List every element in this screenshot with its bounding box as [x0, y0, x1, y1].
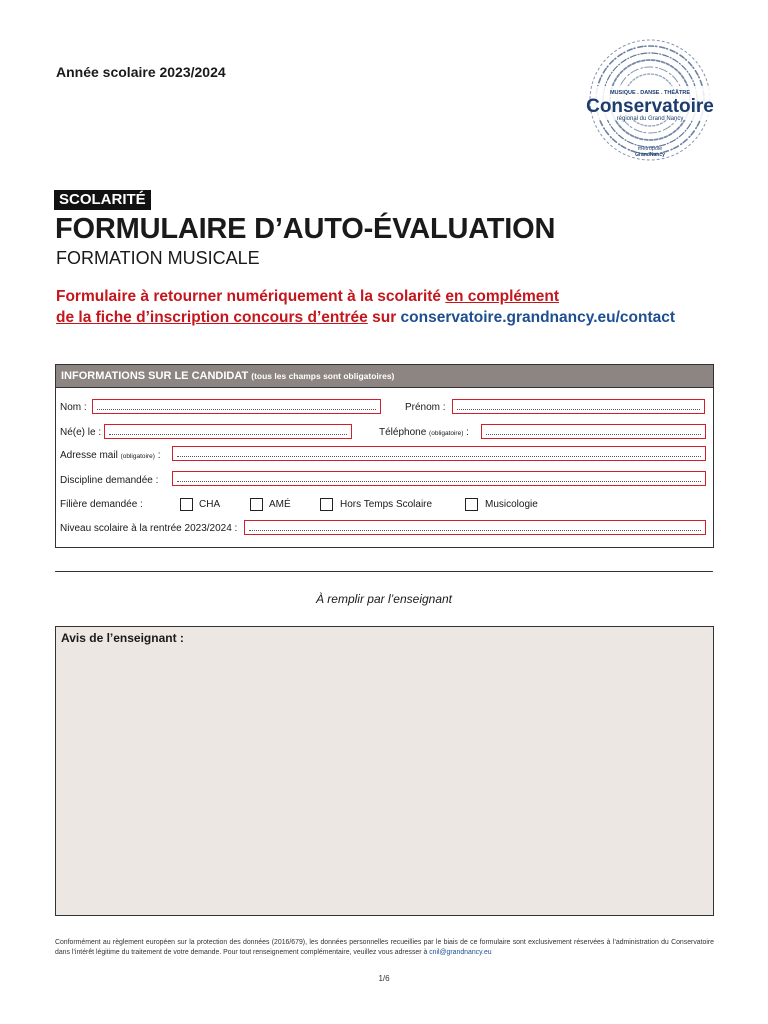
hors-temps-scolaire-label: Hors Temps Scolaire — [340, 499, 433, 510]
page-title: FORMULAIRE D’AUTO-ÉVALUATION — [55, 213, 556, 245]
discipline-field[interactable] — [172, 471, 706, 486]
niveau-field[interactable] — [244, 520, 706, 535]
prenom-field[interactable] — [452, 399, 705, 414]
section-tag: SCOLARITÉ — [54, 190, 151, 210]
svg-text:GrandNancy: GrandNancy — [635, 152, 665, 158]
school-year: Année scolaire 2023/2024 — [56, 64, 226, 80]
candidate-info-header — [56, 365, 713, 388]
hors-temps-scolaire-checkbox[interactable] — [320, 498, 333, 511]
nom-field[interactable] — [92, 399, 381, 414]
notice-text-2: sur — [367, 309, 401, 326]
page-number: 1/6 — [378, 974, 390, 983]
musicologie-label: Musicologie — [485, 499, 538, 510]
nom-label: Nom : — [60, 402, 87, 413]
birthdate-label: Né(e) le : — [60, 427, 102, 438]
email-label: Adresse mail (obligatoire) : — [60, 450, 161, 461]
notice-emphasis-1: en complément — [445, 288, 560, 305]
conservatoire-logo-icon — [570, 36, 730, 166]
telephone-label: Téléphone (obligatoire) : — [379, 427, 469, 438]
teacher-opinion-label: Avis de l’enseignant : — [61, 631, 184, 645]
candidate-info-panel — [55, 364, 714, 548]
telephone-field[interactable] — [481, 424, 706, 439]
divider — [55, 571, 713, 572]
page-subtitle: FORMATION MUSICALE — [56, 248, 260, 268]
svg-text:MUSIQUE . DANSE . THÉÂTRE: MUSIQUE . DANSE . THÉÂTRE — [609, 90, 691, 96]
gdpr-notice: Conformément au règlement européen sur la protection des données (2016/679), les données personnelles recueillies par le biais de ce formulaire sont exclusivement réservées à l’administration du Conservatoire dans l’intérêt légitime du traitement de votre demande. Pour tout renseignement complémentaire, veuillez vous adresser à cnil@grandnancy.eu — [55, 939, 714, 956]
ame-label: AMÉ — [269, 499, 291, 510]
svg-text:régional du Grand Nancy: régional du Grand Nancy — [616, 116, 684, 122]
conservatoire-logo — [570, 36, 730, 166]
discipline-label: Discipline demandée : — [60, 475, 159, 486]
cha-checkbox[interactable] — [180, 498, 193, 511]
cha-label: CHA — [199, 499, 221, 510]
svg-text:Conservatoire: Conservatoire — [586, 96, 714, 117]
candidate-heading-note: (tous les champs sont obligatoires) — [251, 371, 395, 381]
niveau-label: Niveau scolaire à la rentrée 2023/2024 : — [60, 523, 238, 534]
teacher-opinion-field[interactable] — [55, 626, 714, 916]
email-field[interactable] — [172, 446, 706, 461]
notice-emphasis-2: de la fiche d’inscription concours d’entrée — [56, 309, 368, 326]
cnil-email-link[interactable]: cnil@grandnancy.eu — [429, 949, 492, 956]
teacher-instruction: À remplir par l’enseignant — [315, 592, 453, 606]
contact-link[interactable]: conservatoire.grandnancy.eu/contact — [400, 309, 676, 326]
filiere-label: Filière demandée : — [60, 499, 143, 510]
notice-text-1: Formulaire à retourner numériquement à la scolarité — [56, 288, 446, 305]
birthdate-field[interactable] — [104, 424, 352, 439]
candidate-heading: INFORMATIONS SUR LE CANDIDAT — [61, 370, 249, 382]
musicologie-checkbox[interactable] — [465, 498, 478, 511]
prenom-label: Prénom : — [405, 402, 446, 413]
svg-text:métropole: métropole — [637, 146, 663, 152]
return-notice — [56, 286, 675, 328]
ame-checkbox[interactable] — [250, 498, 263, 511]
